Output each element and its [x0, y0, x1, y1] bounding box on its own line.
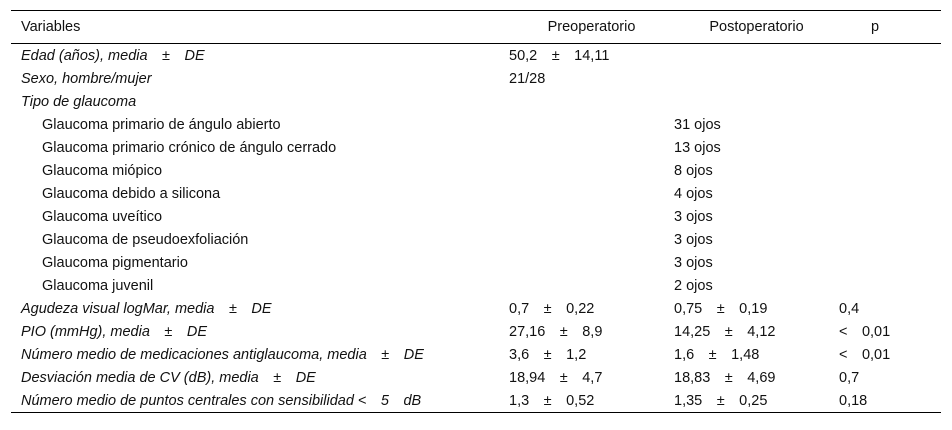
header-variables: Variables — [21, 19, 81, 35]
cell-postoperatorio: 3 ojos — [674, 208, 713, 225]
table-row — [11, 389, 941, 412]
row-label: Glaucoma primario crónico de ángulo cerrado — [42, 139, 337, 156]
data-table — [11, 10, 941, 413]
header-p: p — [870, 19, 880, 35]
table-row — [11, 274, 941, 297]
header-postoperatorio: Postoperatorio — [709, 19, 804, 35]
table-row — [11, 228, 941, 251]
table-row — [11, 44, 941, 67]
table-row — [11, 67, 941, 90]
cell-preoperatorio: 18,94 ± 4,7 — [509, 369, 603, 386]
cell-preoperatorio: 21/28 — [509, 70, 546, 87]
cell-postoperatorio: 4 ojos — [674, 185, 713, 202]
table-row — [11, 136, 941, 159]
table-row — [11, 343, 941, 366]
row-label: Glaucoma uveítico — [42, 208, 163, 225]
row-label: Glaucoma miópico — [42, 162, 163, 179]
row-label: Número medio de medicaciones antiglaucoma, media ± DE — [21, 346, 424, 363]
table-header-row — [11, 11, 941, 43]
table-row — [11, 159, 941, 182]
cell-postoperatorio: 14,25 ± 4,12 — [674, 323, 776, 340]
cell-preoperatorio: 50,2 ± 14,11 — [509, 47, 610, 64]
row-label: Sexo, hombre/mujer — [21, 70, 152, 87]
cell-p-value: 0,4 — [839, 300, 860, 317]
cell-postoperatorio: 3 ojos — [674, 231, 713, 248]
cell-p-value: < 0,01 — [839, 323, 891, 340]
row-label: Glaucoma primario de ángulo abierto — [42, 116, 281, 133]
cell-postoperatorio: 13 ojos — [674, 139, 721, 156]
row-label: Glaucoma de pseudoexfoliación — [42, 231, 249, 248]
cell-preoperatorio: 3,6 ± 1,2 — [509, 346, 587, 363]
table-row — [11, 113, 941, 136]
cell-preoperatorio: 1,3 ± 0,52 — [509, 392, 595, 409]
cell-postoperatorio: 0,75 ± 0,19 — [674, 300, 768, 317]
row-label: Tipo de glaucoma — [21, 93, 137, 110]
table-row — [11, 251, 941, 274]
cell-postoperatorio: 8 ojos — [674, 162, 713, 179]
cell-preoperatorio: 0,7 ± 0,22 — [509, 300, 595, 317]
table-row — [11, 297, 941, 320]
cell-preoperatorio: 27,16 ± 8,9 — [509, 323, 603, 340]
row-label: Número medio de puntos centrales con sensibilidad < 5 dB — [21, 392, 422, 409]
table-row — [11, 182, 941, 205]
cell-postoperatorio: 18,83 ± 4,69 — [674, 369, 776, 386]
table-body — [11, 44, 941, 412]
cell-postoperatorio: 31 ojos — [674, 116, 721, 133]
cell-postoperatorio: 1,35 ± 0,25 — [674, 392, 768, 409]
row-label: PIO (mmHg), media ± DE — [21, 323, 208, 340]
cell-p-value: 0,18 — [839, 392, 868, 409]
table-row — [11, 90, 941, 113]
row-label: Agudeza visual logMar, media ± DE — [21, 300, 272, 317]
table-row — [11, 320, 941, 343]
header-preoperatorio: Preoperatorio — [547, 19, 636, 35]
cell-postoperatorio: 1,6 ± 1,48 — [674, 346, 760, 363]
cell-p-value: < 0,01 — [839, 346, 891, 363]
table-row — [11, 366, 941, 389]
cell-postoperatorio: 2 ojos — [674, 277, 713, 294]
table-bottom-rule — [11, 412, 941, 413]
cell-postoperatorio: 3 ojos — [674, 254, 713, 271]
row-label: Glaucoma pigmentario — [42, 254, 188, 271]
row-label: Edad (años), media ± DE — [21, 47, 205, 64]
table-row — [11, 205, 941, 228]
cell-p-value: 0,7 — [839, 369, 860, 386]
row-label: Glaucoma debido a silicona — [42, 185, 221, 202]
row-label: Glaucoma juvenil — [42, 277, 154, 294]
row-label: Desviación media de CV (dB), media ± DE — [21, 369, 316, 386]
